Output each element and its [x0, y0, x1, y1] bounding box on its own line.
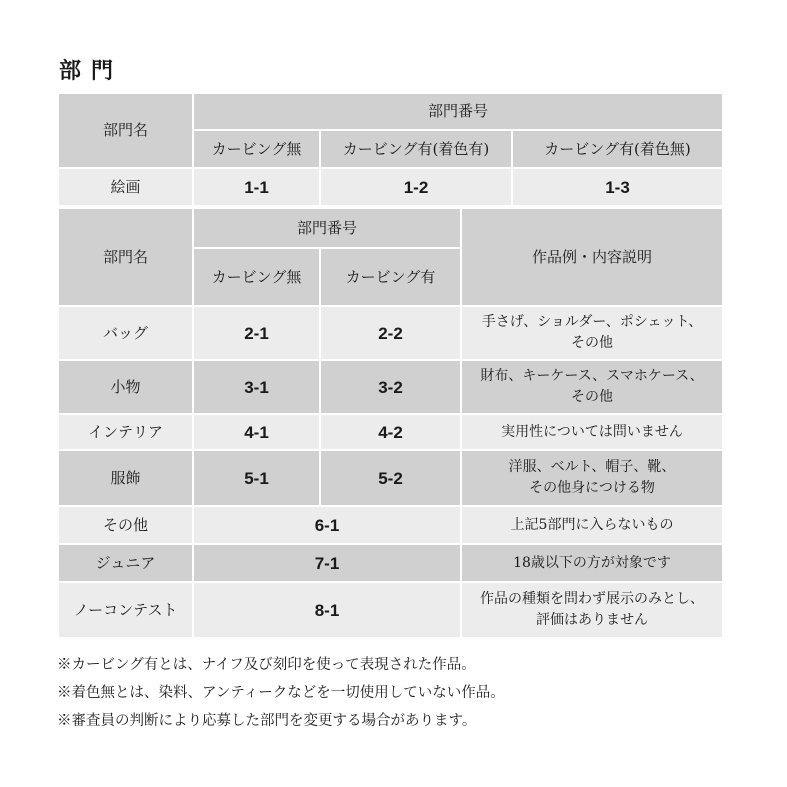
dept-number: 5-1 — [193, 450, 320, 506]
sub-header-no-carving: カービング無 — [193, 248, 320, 306]
row-name: ジュニア — [58, 544, 193, 582]
dept-number: 7-1 — [193, 544, 461, 582]
row-description: 洋服、ベルト、帽子、靴、 その他身につける物 — [461, 450, 723, 506]
row-description: 財布、キーケース、スマホケース、 その他 — [461, 360, 723, 414]
row-name: 服飾 — [58, 450, 193, 506]
row-name: その他 — [58, 506, 193, 544]
dept-number: 1-2 — [320, 168, 512, 206]
dept-number-header: 部門番号 — [193, 208, 461, 248]
dept-number: 1-1 — [193, 168, 320, 206]
dept-number: 5-2 — [320, 450, 461, 506]
notes — [57, 651, 505, 735]
row-description: 実用性については問いません — [461, 414, 723, 450]
dept-number: 3-1 — [193, 360, 320, 414]
row-description: 作品の種類を問わず展示のみとし、 評価はありません — [461, 582, 723, 638]
dept-number: 1-3 — [512, 168, 723, 206]
row-description: 上記5部門に入らないもの — [461, 506, 723, 544]
row-name: ノーコンテスト — [58, 582, 193, 638]
sub-header-carving-uncolored: カービング有(着色無) — [512, 130, 723, 168]
dept-number: 4-2 — [320, 414, 461, 450]
department-table-crafts — [57, 207, 724, 639]
dept-number: 4-1 — [193, 414, 320, 450]
dept-number: 2-2 — [320, 306, 461, 360]
sub-header-carving: カービング有 — [320, 248, 461, 306]
row-name: バッグ — [58, 306, 193, 360]
page-title: 部門 — [59, 59, 124, 84]
row-description: 18歳以下の方が対象です — [461, 544, 723, 582]
dept-number: 8-1 — [193, 582, 461, 638]
dept-number-header: 部門番号 — [193, 93, 723, 130]
dept-name-header: 部門名 — [58, 208, 193, 306]
dept-name-header: 部門名 — [58, 93, 193, 168]
dept-number: 6-1 — [193, 506, 461, 544]
sub-header-carving-colored: カービング有(着色有) — [320, 130, 512, 168]
row-name: 小物 — [58, 360, 193, 414]
examples-header: 作品例・内容説明 — [461, 208, 723, 306]
row-name: インテリア — [58, 414, 193, 450]
row-name: 絵画 — [58, 168, 193, 206]
dept-number: 3-2 — [320, 360, 461, 414]
note-uncolored-definition: ※着色無とは、染料、アンティークなどを一切使用していない作品。 — [57, 685, 505, 701]
dept-number: 2-1 — [193, 306, 320, 360]
row-description: 手さげ、ショルダー、ポシェット、 その他 — [461, 306, 723, 360]
note-carving-definition: ※カービング有とは、ナイフ及び刻印を使って表現された作品。 — [57, 657, 476, 673]
department-table-painting — [57, 92, 724, 207]
note-judge-reassignment: ※審査員の判断により応募した部門を変更する場合があります。 — [57, 713, 477, 729]
sub-header-no-carving: カービング無 — [193, 130, 320, 168]
